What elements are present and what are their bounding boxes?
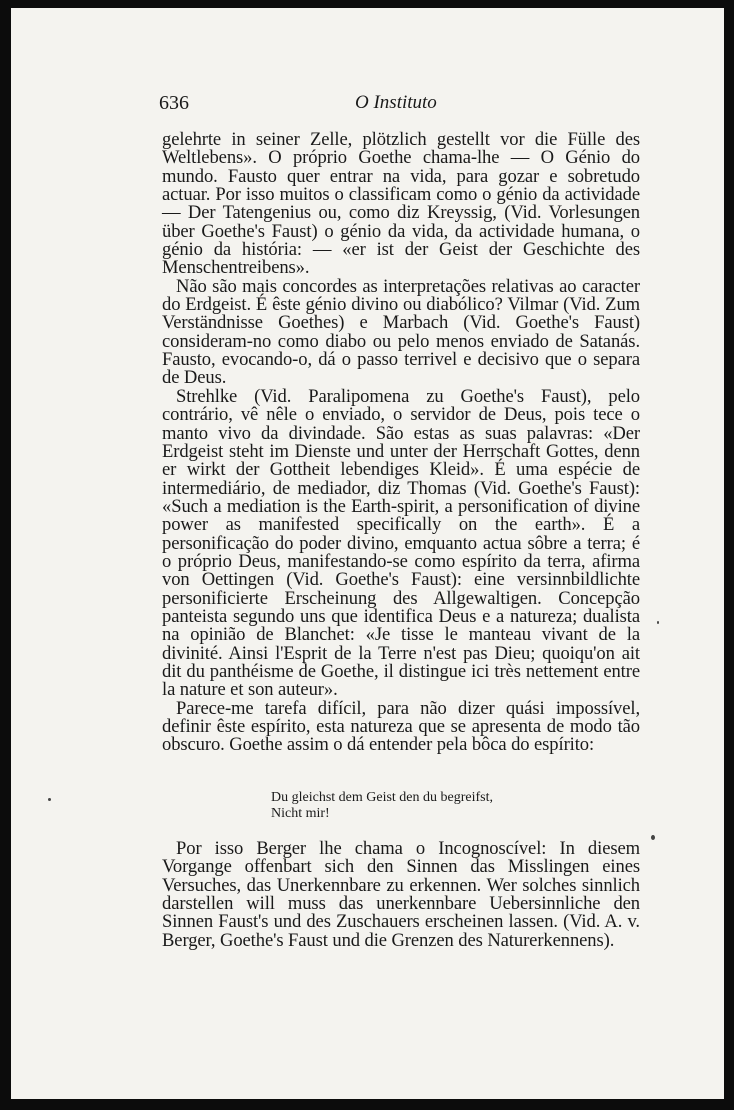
scan-speck (651, 835, 655, 840)
closing-paragraph: Por isso Berger lhe chama o Incognoscível: In diesem Vorgange offenbart sich den Sinnen das Misslingen eines Versuches, das Unerkennbare zu erkennen. Wer solches sinnlich darstellen will muss das unerkennbare Uebersinnliche den Sinnen Faust's und des Zuschauers erscheinen lassen. (Vid. A. v. Berger, Goethe's Faust und die Grenzen des Naturerkennens). (162, 838, 640, 951)
page-number: 636 (159, 92, 189, 114)
scan-speck (48, 798, 51, 801)
paragraph-2: Não são mais concordes as interpretações relativas ao caracter do Erdgeist. É êste génio divino ou diabólico? Vilmar (Vid. Zum Verständnisse Goethes) e Marbach (Vid. Goethe's Faust) consideram-no como diabo ou pelo menos enviado de Satanás. Fausto, evocando-o, dá o passo terrivel e decisivo que o separa de Deus. (162, 275, 640, 389)
page-header (159, 92, 643, 118)
closing-text (162, 840, 640, 950)
running-title: O Instituto (355, 92, 437, 113)
paragraph-1: gelehrte in seiner Zelle, plötzlich gestellt vor die Fülle des Weltlebens». O próprio Goethe chama-lhe — O Génio do mundo. Fausto quer entrar na vida, para gozar e sobretudo actuar. Por isso muitos o classificam como o génio da actividade — Der Tatengenius ou, como diz Kreyssig, (Vid. Vorlesungen über Goethe's Faust) o génio da vida, da actividade humana, o génio da história: — «er ist der Geist der Geschichte des Menschentreibens». (162, 129, 640, 279)
scan-speck (657, 621, 659, 624)
verse-line-1: Du gleichst dem Geist den du begreifst, (271, 790, 494, 805)
verse-quote (271, 790, 591, 822)
paragraph-3: Strehlke (Vid. Paralipomena zu Goethe's Faust), pelo contrário, vê nêle o enviado, o servidor de Deus, pois tece o manto vivo da divindade. São estas as suas palavras: «Der Erdgeist steht im Dienste und unter der Herrschaft Gottes, denn er wirkt der Gottheit lebendiges Kleid». É uma espécie de intermediário, de mediador, diz Thomas (Vid. Goethe's Faust): «Such a mediation is the Earth-spirit, a personification of divine power as manifested specifically on the earth». É a personificação do poder divino, emquanto actua sôbre a terra; é o próprio Deus, manifestando-se como espírito da terra, afirma von Oettingen (Vid. Goethe's Faust): eine versinnbildlichte personificierte Erscheinung des Allgewaltigen. Concepção panteista segundo uns que identifica Deus e a natureza; dualista na opinião de Blanchet: «Je tisse le manteau vivant de la divinité. Ainsi l'Esprit de la Terre n'est pas Dieu; quoiqu'on ait dit du panthéisme de Goethe, il distingue ici très nettement entre la nature et son auteur». (162, 385, 640, 701)
paragraph-4: Parece-me tarefa difícil, para não dizer quási impossível, definir êste espírito, esta natureza que se apresenta de modo tão obscuro. Goethe assim o dá entender pela bôca do espírito: (162, 697, 640, 756)
verse-line-2: Nicht mir! (271, 806, 330, 821)
body-text (162, 131, 640, 755)
scanned-page (11, 8, 724, 1099)
